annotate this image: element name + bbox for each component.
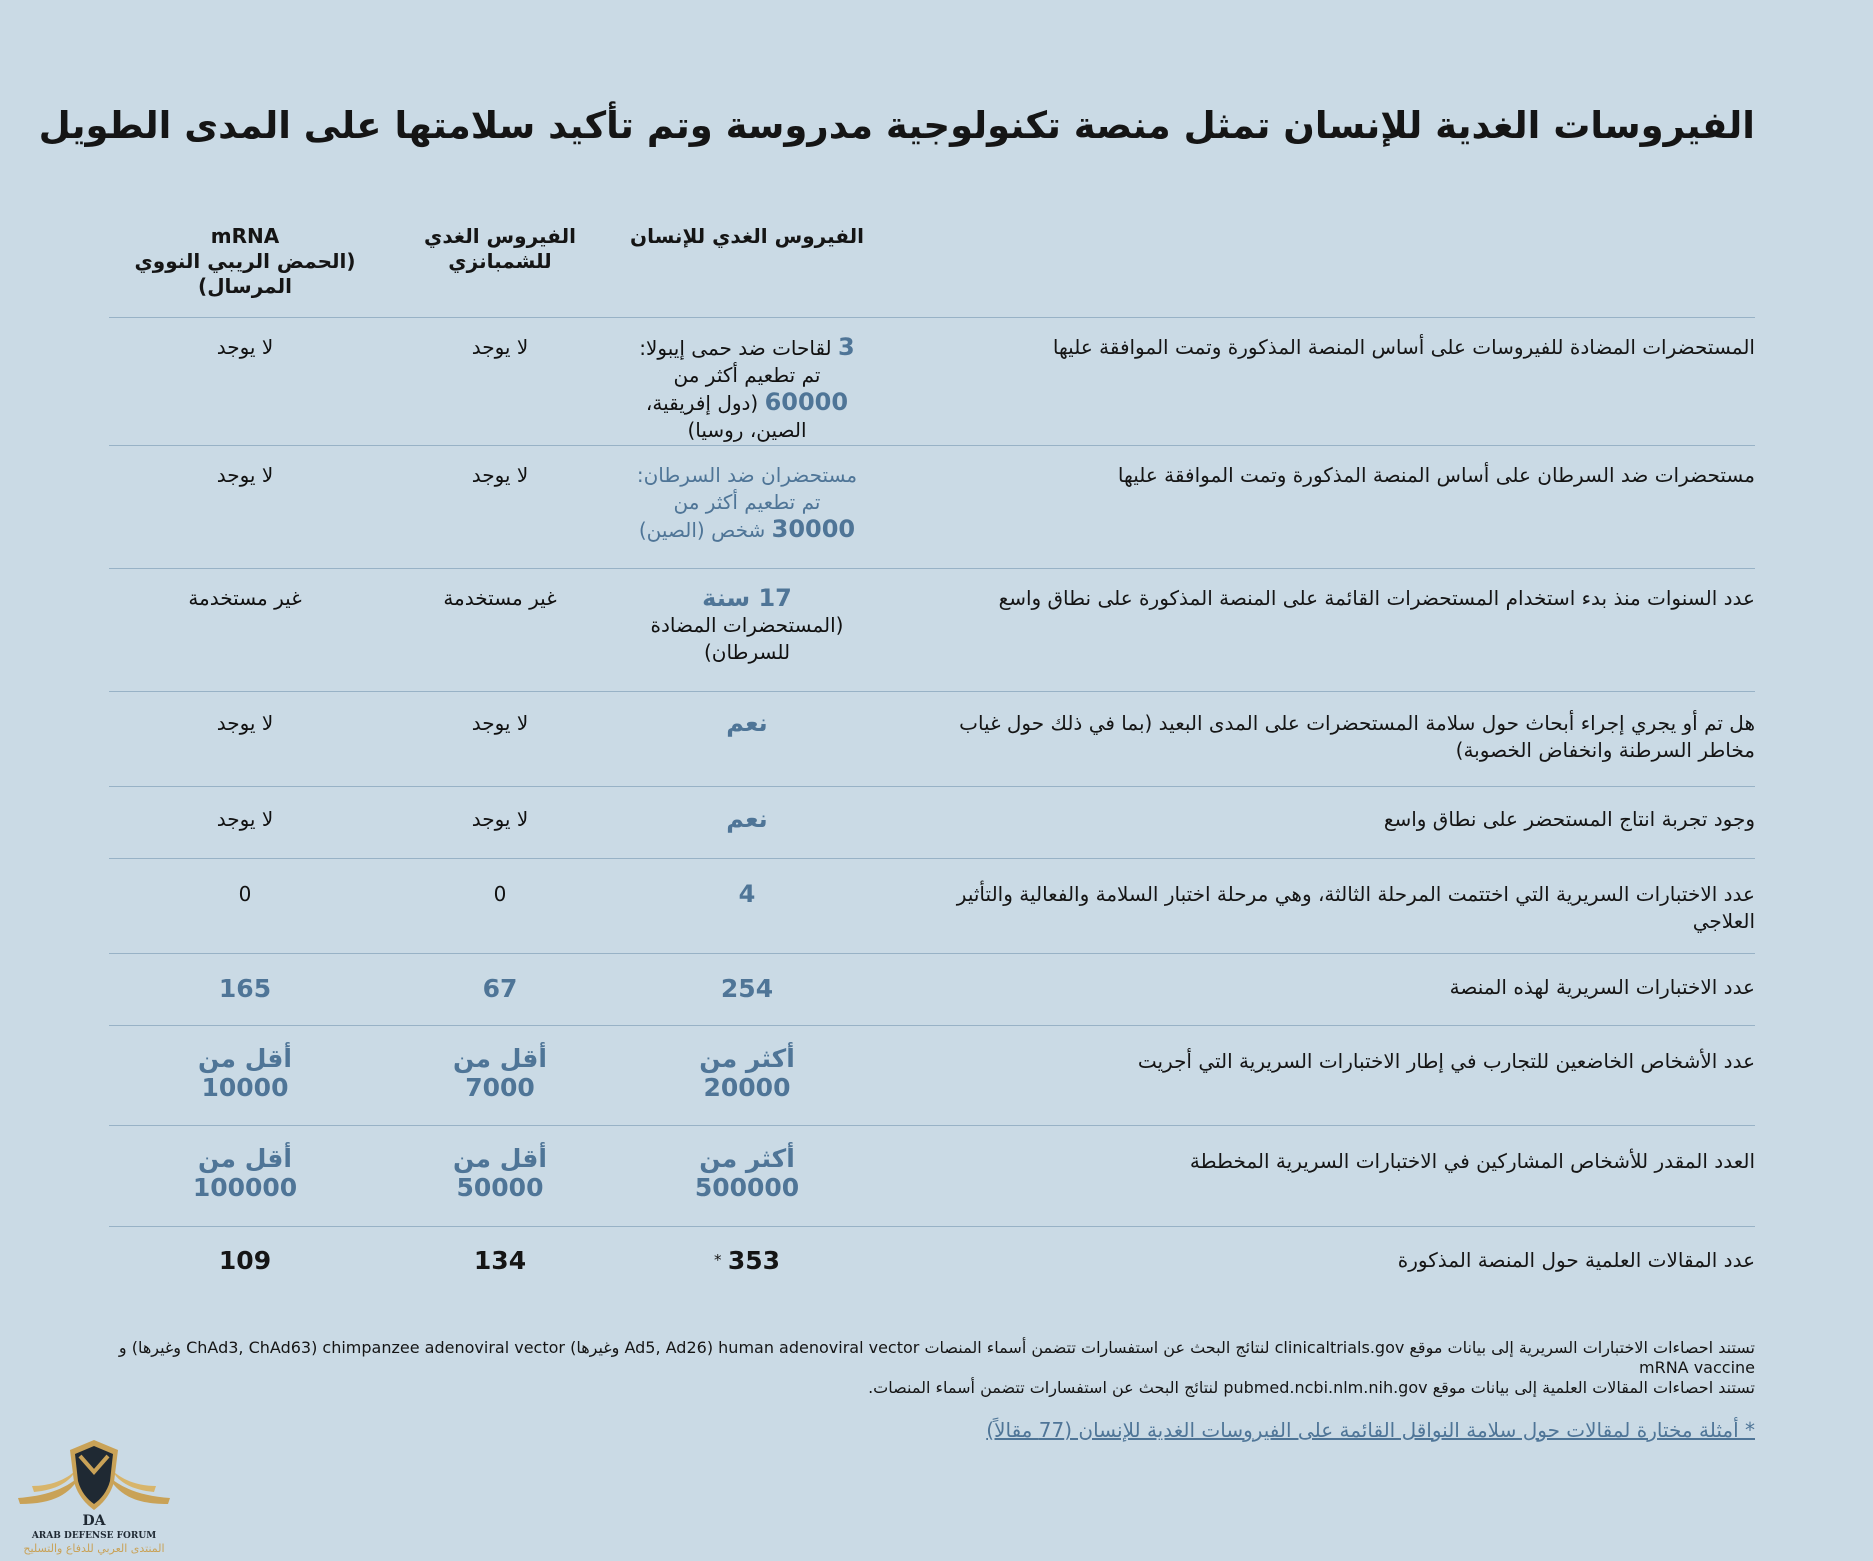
table-row <box>109 954 1755 1026</box>
cell-chimp: لا يوجد <box>381 787 619 859</box>
row-label: عدد السنوات منذ بدء استخدام المستحضرات القائمة على المنصة المذكورة على نطاق واسع <box>875 569 1755 692</box>
logo-name-ar: المنتدى العربي للدفاع والتسليح <box>23 1542 165 1555</box>
table-row <box>109 1227 1755 1299</box>
table-row <box>109 787 1755 859</box>
cell-human: نعم <box>619 692 875 787</box>
comparison-table <box>109 204 1755 1299</box>
cell-human: 353 * <box>713 1246 781 1275</box>
cell-chimp: غير مستخدمة <box>381 569 619 692</box>
cell-mrna: لا يوجد <box>109 446 381 569</box>
footnote-clinical-trials: تستند احصاءات الاختبارات السريرية إلى بيانات موقع clinicaltrials.gov لنتائج البحث عن استفسارات تتضمن أسماء المنصات human adenoviral vector (Ad5, Ad26 وغيرها) chimpanzee adenoviral vector (ChAd3, ChAd63 وغيرها) و mRNA vaccine <box>118 1338 1755 1377</box>
row-label: عدد الاختبارات السريرية لهذه المنصة <box>875 954 1755 1026</box>
cell-chimp: لا يوجد <box>381 446 619 569</box>
cell-human: مستحضران ضد السرطان: تم تطعيم أكثر من 30000 شخص (الصين) <box>619 446 875 569</box>
row-label: عدد الأشخاص الخاضعين للتجارب في إطار الاختبارات السريرية التي أجريت <box>875 1026 1755 1126</box>
table-row <box>109 859 1755 954</box>
table-row <box>109 1026 1755 1126</box>
forum-logo <box>14 1432 174 1556</box>
table-row <box>109 692 1755 787</box>
row-label: عدد الاختبارات السريرية التي اختتمت المرحلة الثالثة، وهي مرحلة اختبار السلامة والفعالية والتأثير العلاجي <box>875 859 1755 954</box>
row-label: عدد المقالات العلمية حول المنصة المذكورة <box>1397 1248 1755 1272</box>
cell-mrna: لا يوجد <box>109 692 381 787</box>
row-label: وجود تجربة انتاج المستحضر على نطاق واسع <box>875 787 1755 859</box>
logo-name-en: ARAB DEFENSE FORUM <box>31 1531 157 1541</box>
cell-mrna: أقل من 100000 <box>109 1126 381 1227</box>
logo-wing-left <box>18 1476 80 1504</box>
cell-human: 17 سنة (المستحضرات المضادة للسرطان) <box>619 569 875 692</box>
cell-chimp: لا يوجد <box>381 692 619 787</box>
header-chimp-adenovirus: الفيروس الغدي للشمبانزي <box>381 204 619 318</box>
cell-mrna: 109 <box>218 1246 272 1275</box>
row-label: العدد المقدر للأشخاص المشاركين في الاختبارات السريرية المخططة <box>875 1126 1755 1227</box>
table-row <box>109 569 1755 692</box>
articles-link[interactable]: * أمثلة مختارة لمقالات حول سلامة النواقل القائمة على الفيروسات الغدية للإنسان (77 مقالاً) <box>986 1418 1755 1442</box>
forum-logo-emblem <box>14 1432 174 1556</box>
header-mrna <box>109 204 381 318</box>
cell-chimp: 67 <box>381 954 619 1026</box>
cell-chimp: 134 <box>473 1246 527 1275</box>
cell-human: أكثر من 500000 <box>619 1126 875 1227</box>
logo-wing-right <box>108 1476 170 1504</box>
header-human-adenovirus: الفيروس الغدي للإنسان <box>619 204 875 318</box>
row-label: المستحضرات المضادة للفيروسات على أساس المنصة المذكورة وتمت الموافقة عليها <box>875 318 1755 446</box>
table-header-row <box>109 204 1755 318</box>
cell-chimp: 0 <box>381 859 619 954</box>
cell-chimp: لا يوجد <box>381 318 619 446</box>
cell-mrna: لا يوجد <box>109 787 381 859</box>
footnote-articles: تستند احصاءات المقالات العلمية إلى بيانات موقع pubmed.ncbi.nlm.nih.gov لنتائج البحث عن استفسارات تتضمن أسماء المنصات. <box>868 1378 1755 1397</box>
cell-human: 254 <box>619 954 875 1026</box>
cell-human: 3 لقاحات ضد حمى إيبولا: تم تطعيم أكثر من 60000 (دول إفريقية، الصين، روسيا) <box>619 318 875 446</box>
cell-mrna: غير مستخدمة <box>109 569 381 692</box>
header-label-cell <box>875 204 1755 318</box>
cell-chimp: أقل من 7000 <box>381 1026 619 1126</box>
cell-mrna: 165 <box>109 954 381 1026</box>
row-label: هل تم أو يجري إجراء أبحاث حول سلامة المستحضرات على المدى البعيد (بما في ذلك حول غياب مخاطر السرطنة وانخفاض الخصوبة) <box>875 692 1755 787</box>
cell-mrna: 0 <box>109 859 381 954</box>
cell-human: نعم <box>619 787 875 859</box>
cell-human: أكثر من 20000 <box>619 1026 875 1126</box>
page-title: الفيروسات الغدية للإنسان تمثل منصة تكنولوجية مدروسة وتم تأكيد سلامتها على المدى الطويل <box>38 104 1755 147</box>
header-mrna-subtitle: (الحمض الريبي النووي المرسال) <box>134 249 356 298</box>
table-row <box>109 446 1755 569</box>
header-mrna-title: mRNA <box>210 224 280 248</box>
footnotes <box>105 1338 1755 1398</box>
cell-mrna: لا يوجد <box>109 318 381 446</box>
cell-human: 4 <box>619 859 875 954</box>
table-row <box>109 318 1755 446</box>
row-label: مستحضرات ضد السرطان على أساس المنصة المذكورة وتمت الموافقة عليها <box>875 446 1755 569</box>
table-row <box>109 1126 1755 1227</box>
cell-mrna: أقل من 10000 <box>109 1026 381 1126</box>
logo-abbr: DA <box>82 1513 106 1529</box>
cell-chimp: أقل من 50000 <box>381 1126 619 1227</box>
